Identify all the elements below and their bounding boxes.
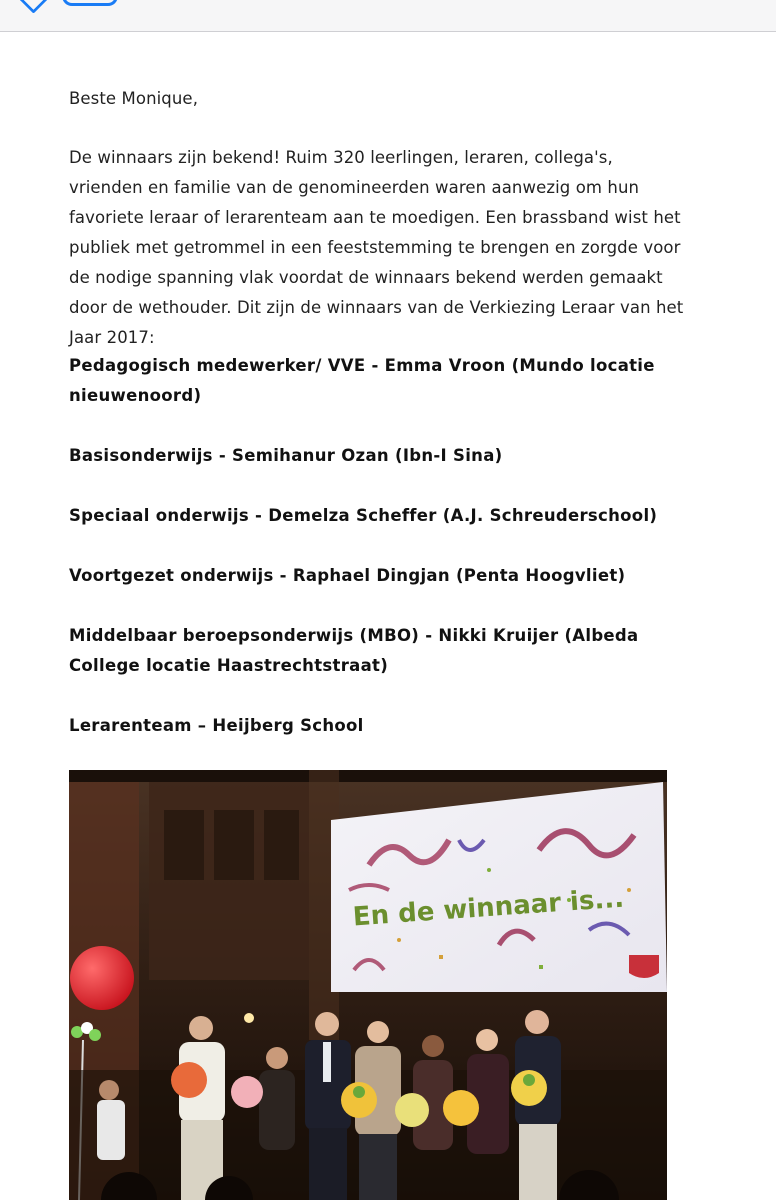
winner-item: Voortgezet onderwijs - Raphael Dingjan (Penta Hoogvliet)	[69, 566, 626, 585]
winner-item: Speciaal onderwijs - Demelza Scheffer (A.J. Schreuderschool)	[69, 506, 658, 525]
winner-item: Basisonderwijs - Semihanur Ozan (Ibn-I Sina)	[69, 446, 503, 465]
email-greeting: Beste Monique,	[69, 89, 199, 108]
red-balloon	[70, 946, 134, 1010]
award-ceremony-photo	[69, 770, 667, 1200]
toolbar-button[interactable]	[62, 0, 118, 6]
winner-item: Middelbaar beroepsonderwijs (MBO) - Nikki Kruijer (Albeda College locatie Haastrechtstraat)	[69, 626, 639, 675]
back-chevron-icon[interactable]	[17, 0, 50, 14]
email-intro-paragraph: De winnaars zijn bekend! Ruim 320 leerlingen, leraren, collega's, vrienden en familie van de genomineerden waren aanwezig om hun favoriete leraar of lerarenteam aan te moedigen. Een brassband wist het publiek met getrommel in een feeststemming te brengen en zorgde voor de nodige spanning vlak voordat de winnaars bekend werden gemaakt door de wethouder. Dit zijn de winnaars van de Verkiezing Leraar van het Jaar 2017:	[69, 148, 684, 347]
winner-item: Pedagogisch medewerker/ VVE - Emma Vroon (Mundo locatie nieuwenoord)	[69, 356, 655, 405]
winner-item: Lerarenteam – Heijberg School	[69, 716, 364, 735]
mail-toolbar	[0, 0, 776, 32]
screen-text: En de winnaar is...	[351, 883, 625, 933]
